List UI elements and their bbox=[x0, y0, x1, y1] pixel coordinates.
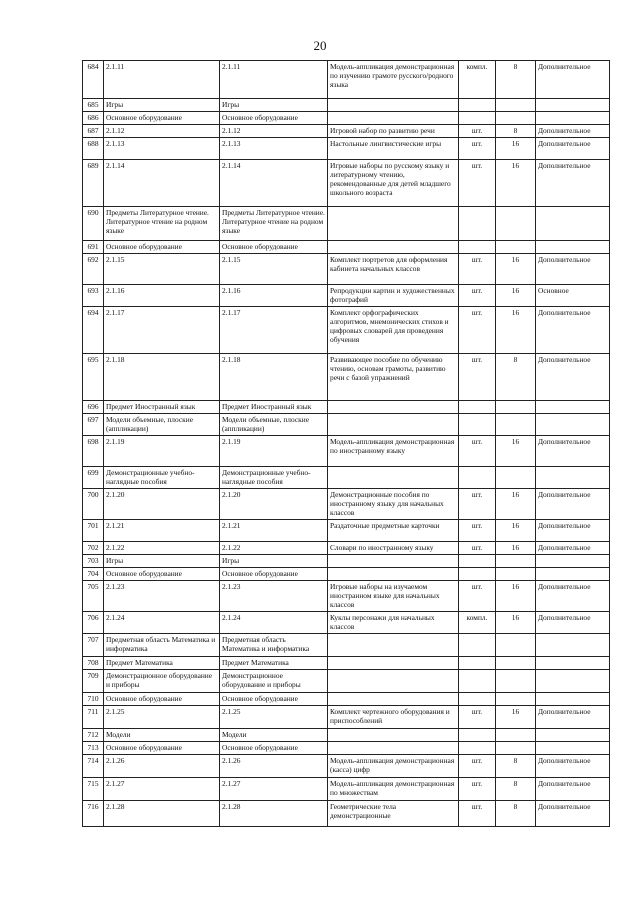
item-name: 2.1.15 bbox=[220, 254, 328, 285]
table-row bbox=[83, 778, 610, 801]
table-row bbox=[83, 414, 610, 436]
row-number: 684 bbox=[83, 61, 104, 99]
item-description: Игровой набор по развитию речи bbox=[328, 125, 459, 138]
table-row bbox=[83, 354, 610, 401]
item-quantity bbox=[496, 742, 536, 755]
item-code: 2.1.25 bbox=[104, 706, 220, 729]
row-number: 707 bbox=[83, 634, 104, 657]
item-unit: компл. bbox=[459, 612, 496, 634]
item-description bbox=[328, 742, 459, 755]
item-name: Основное оборудование bbox=[220, 693, 328, 706]
item-type: Дополнительное bbox=[536, 254, 610, 285]
item-code: Основное оборудование bbox=[104, 568, 220, 581]
item-unit bbox=[459, 112, 496, 125]
item-unit bbox=[459, 729, 496, 742]
item-description bbox=[328, 634, 459, 657]
item-description: Модель-аппликация демонстрационная (касса) цифр bbox=[328, 755, 459, 778]
table-row bbox=[83, 729, 610, 742]
item-quantity: 16 bbox=[496, 285, 536, 307]
item-type: Дополнительное bbox=[536, 436, 610, 467]
row-number: 701 bbox=[83, 520, 104, 542]
item-name: 2.1.12 bbox=[220, 125, 328, 138]
item-description bbox=[328, 99, 459, 112]
item-description bbox=[328, 467, 459, 489]
item-quantity: 8 bbox=[496, 778, 536, 801]
item-unit bbox=[459, 670, 496, 693]
item-description bbox=[328, 657, 459, 670]
item-unit: шт. bbox=[459, 138, 496, 160]
item-name: Предмет Иностранный язык bbox=[220, 401, 328, 414]
table-row bbox=[83, 670, 610, 693]
item-code: 2.1.24 bbox=[104, 612, 220, 634]
table-row bbox=[83, 241, 610, 254]
item-type bbox=[536, 693, 610, 706]
item-code: 2.1.21 bbox=[104, 520, 220, 542]
item-type: Основное bbox=[536, 285, 610, 307]
item-name: 2.1.19 bbox=[220, 436, 328, 467]
row-number: 703 bbox=[83, 555, 104, 568]
page-number: 20 bbox=[313, 38, 327, 53]
item-code: 2.1.18 bbox=[104, 354, 220, 401]
item-description bbox=[328, 568, 459, 581]
item-description: Куклы персонажи для начальных классов bbox=[328, 612, 459, 634]
item-description bbox=[328, 112, 459, 125]
item-type: Дополнительное bbox=[536, 307, 610, 354]
table-row bbox=[83, 634, 610, 657]
item-code: 2.1.22 bbox=[104, 542, 220, 555]
item-type bbox=[536, 634, 610, 657]
item-name: 2.1.11 bbox=[220, 61, 328, 99]
item-unit: шт. bbox=[459, 778, 496, 801]
row-number: 689 bbox=[83, 160, 104, 207]
item-name: Основное оборудование bbox=[220, 568, 328, 581]
item-name: Демонстрационное оборудование и приборы bbox=[220, 670, 328, 693]
item-code: Предметная область Математика и информатика bbox=[104, 634, 220, 657]
row-number: 706 bbox=[83, 612, 104, 634]
row-number: 697 bbox=[83, 414, 104, 436]
item-quantity bbox=[496, 634, 536, 657]
item-description bbox=[328, 555, 459, 568]
item-description: Модель-аппликация демонстрационная по иностранному языку bbox=[328, 436, 459, 467]
row-number: 711 bbox=[83, 706, 104, 729]
item-unit bbox=[459, 657, 496, 670]
row-number: 699 bbox=[83, 467, 104, 489]
table-row bbox=[83, 581, 610, 612]
item-quantity bbox=[496, 207, 536, 241]
table-row bbox=[83, 207, 610, 241]
item-type: Дополнительное bbox=[536, 801, 610, 827]
item-type bbox=[536, 467, 610, 489]
item-type: Дополнительное bbox=[536, 706, 610, 729]
item-code: 2.1.13 bbox=[104, 138, 220, 160]
item-name: Предметная область Математика и информатика bbox=[220, 634, 328, 657]
table-row bbox=[83, 160, 610, 207]
item-description: Модель-аппликация демонстрационная по множествам bbox=[328, 778, 459, 801]
item-code: Демонстрационное оборудование и приборы bbox=[104, 670, 220, 693]
item-unit: шт. bbox=[459, 254, 496, 285]
item-type bbox=[536, 241, 610, 254]
row-number: 708 bbox=[83, 657, 104, 670]
item-description: Комплект портретов для оформления кабинета начальных классов bbox=[328, 254, 459, 285]
item-code: Основное оборудование bbox=[104, 742, 220, 755]
item-quantity: 16 bbox=[496, 307, 536, 354]
item-code: 2.1.26 bbox=[104, 755, 220, 778]
row-number: 687 bbox=[83, 125, 104, 138]
item-quantity: 16 bbox=[496, 489, 536, 520]
item-name: 2.1.18 bbox=[220, 354, 328, 401]
row-number: 716 bbox=[83, 801, 104, 827]
item-name: Основное оборудование bbox=[220, 112, 328, 125]
item-type: Дополнительное bbox=[536, 61, 610, 99]
item-quantity bbox=[496, 401, 536, 414]
item-description: Комплект чертежного оборудования и приспособлений bbox=[328, 706, 459, 729]
item-name: 2.1.22 bbox=[220, 542, 328, 555]
item-quantity: 8 bbox=[496, 125, 536, 138]
item-unit: шт. bbox=[459, 542, 496, 555]
table-row bbox=[83, 61, 610, 99]
item-description bbox=[328, 207, 459, 241]
item-code: 2.1.28 bbox=[104, 801, 220, 827]
item-code: Предмет Иностранный язык bbox=[104, 401, 220, 414]
table-row bbox=[83, 112, 610, 125]
table-row bbox=[83, 568, 610, 581]
item-unit: шт. bbox=[459, 436, 496, 467]
item-quantity bbox=[496, 414, 536, 436]
table-row bbox=[83, 401, 610, 414]
row-number: 702 bbox=[83, 542, 104, 555]
item-code: 2.1.12 bbox=[104, 125, 220, 138]
row-number: 700 bbox=[83, 489, 104, 520]
item-unit: шт. bbox=[459, 706, 496, 729]
row-number: 686 bbox=[83, 112, 104, 125]
item-type: Дополнительное bbox=[536, 138, 610, 160]
item-name: 2.1.24 bbox=[220, 612, 328, 634]
item-quantity: 8 bbox=[496, 354, 536, 401]
item-code: 2.1.11 bbox=[104, 61, 220, 99]
item-type bbox=[536, 657, 610, 670]
item-description: Комплект орфографических алгоритмов, мнемонических стихов и цифровых словарей для проведения обучения bbox=[328, 307, 459, 354]
item-name: 2.1.14 bbox=[220, 160, 328, 207]
item-code: Предметы Литературное чтение. Литературное чтение на родном языке bbox=[104, 207, 220, 241]
table-row bbox=[83, 657, 610, 670]
table-row bbox=[83, 706, 610, 729]
item-unit bbox=[459, 467, 496, 489]
item-type: Дополнительное bbox=[536, 520, 610, 542]
row-number: 714 bbox=[83, 755, 104, 778]
item-unit: шт. bbox=[459, 125, 496, 138]
item-unit: шт. bbox=[459, 307, 496, 354]
item-unit: шт. bbox=[459, 489, 496, 520]
item-description: Настольные лингвистические игры bbox=[328, 138, 459, 160]
item-name: 2.1.26 bbox=[220, 755, 328, 778]
item-quantity bbox=[496, 467, 536, 489]
item-description bbox=[328, 241, 459, 254]
item-code: Модели bbox=[104, 729, 220, 742]
row-number: 698 bbox=[83, 436, 104, 467]
item-quantity bbox=[496, 99, 536, 112]
item-quantity bbox=[496, 241, 536, 254]
item-description bbox=[328, 670, 459, 693]
item-unit bbox=[459, 568, 496, 581]
item-code: Основное оборудование bbox=[104, 693, 220, 706]
item-name: 2.1.28 bbox=[220, 801, 328, 827]
item-quantity bbox=[496, 657, 536, 670]
item-type: Дополнительное bbox=[536, 581, 610, 612]
item-code: 2.1.14 bbox=[104, 160, 220, 207]
item-code: 2.1.17 bbox=[104, 307, 220, 354]
item-name: 2.1.17 bbox=[220, 307, 328, 354]
row-number: 685 bbox=[83, 99, 104, 112]
item-code: Игры bbox=[104, 555, 220, 568]
item-description: Игровые наборы на изучаемом иностранном языке для начальных классов bbox=[328, 581, 459, 612]
item-name: Демонстрационные учебно-наглядные пособия bbox=[220, 467, 328, 489]
item-code: 2.1.15 bbox=[104, 254, 220, 285]
item-type bbox=[536, 555, 610, 568]
item-type: Дополнительное bbox=[536, 778, 610, 801]
item-unit bbox=[459, 555, 496, 568]
table-row bbox=[83, 254, 610, 285]
item-type bbox=[536, 414, 610, 436]
item-type: Дополнительное bbox=[536, 160, 610, 207]
equipment-table bbox=[82, 60, 610, 827]
item-description bbox=[328, 693, 459, 706]
row-number: 692 bbox=[83, 254, 104, 285]
row-number: 710 bbox=[83, 693, 104, 706]
table-row bbox=[83, 555, 610, 568]
item-unit bbox=[459, 241, 496, 254]
item-quantity: 16 bbox=[496, 254, 536, 285]
item-description: Геометрические тела демонстрационные bbox=[328, 801, 459, 827]
item-unit bbox=[459, 401, 496, 414]
item-quantity: 16 bbox=[496, 160, 536, 207]
item-type: Дополнительное bbox=[536, 354, 610, 401]
item-name: 2.1.13 bbox=[220, 138, 328, 160]
item-quantity: 16 bbox=[496, 706, 536, 729]
item-unit bbox=[459, 693, 496, 706]
item-type: Дополнительное bbox=[536, 612, 610, 634]
item-name: Модели объемные, плоские (аппликации) bbox=[220, 414, 328, 436]
item-unit: шт. bbox=[459, 160, 496, 207]
item-description: Развивающее пособие по обучению чтению, основам грамоты, развитию речи с базой упражнений bbox=[328, 354, 459, 401]
item-description bbox=[328, 729, 459, 742]
row-number: 696 bbox=[83, 401, 104, 414]
item-type bbox=[536, 670, 610, 693]
item-unit bbox=[459, 207, 496, 241]
item-code: Игры bbox=[104, 99, 220, 112]
item-type bbox=[536, 99, 610, 112]
item-quantity: 8 bbox=[496, 755, 536, 778]
item-quantity bbox=[496, 555, 536, 568]
item-type: Дополнительное bbox=[536, 125, 610, 138]
item-quantity: 16 bbox=[496, 612, 536, 634]
item-quantity: 16 bbox=[496, 436, 536, 467]
item-description: Игровые наборы по русскому языку и литературному чтению, рекомендованные для детей младшего школьного возраста bbox=[328, 160, 459, 207]
item-type bbox=[536, 401, 610, 414]
item-code: 2.1.27 bbox=[104, 778, 220, 801]
item-quantity: 16 bbox=[496, 138, 536, 160]
item-quantity bbox=[496, 670, 536, 693]
item-name: 2.1.27 bbox=[220, 778, 328, 801]
item-name: Предметы Литературное чтение. Литературное чтение на родном языке bbox=[220, 207, 328, 241]
item-quantity: 16 bbox=[496, 520, 536, 542]
row-number: 704 bbox=[83, 568, 104, 581]
item-code: Модели объемные, плоские (аппликации) bbox=[104, 414, 220, 436]
item-quantity bbox=[496, 112, 536, 125]
item-unit: шт. bbox=[459, 581, 496, 612]
table-row bbox=[83, 755, 610, 778]
item-type bbox=[536, 207, 610, 241]
row-number: 690 bbox=[83, 207, 104, 241]
item-quantity bbox=[496, 568, 536, 581]
item-unit: шт. bbox=[459, 520, 496, 542]
item-unit: шт. bbox=[459, 354, 496, 401]
item-unit: компл. bbox=[459, 61, 496, 99]
item-description: Репродукции картин и художественных фотографий bbox=[328, 285, 459, 307]
row-number: 693 bbox=[83, 285, 104, 307]
item-unit: шт. bbox=[459, 755, 496, 778]
item-code: Основное оборудование bbox=[104, 112, 220, 125]
item-type bbox=[536, 742, 610, 755]
table-row bbox=[83, 307, 610, 354]
item-code: 2.1.23 bbox=[104, 581, 220, 612]
row-number: 705 bbox=[83, 581, 104, 612]
item-name: Основное оборудование bbox=[220, 241, 328, 254]
item-code: Основное оборудование bbox=[104, 241, 220, 254]
row-number: 712 bbox=[83, 729, 104, 742]
item-unit: шт. bbox=[459, 285, 496, 307]
row-number: 694 bbox=[83, 307, 104, 354]
item-description: Словари по иностранному языку bbox=[328, 542, 459, 555]
item-unit bbox=[459, 99, 496, 112]
row-number: 715 bbox=[83, 778, 104, 801]
table-row bbox=[83, 467, 610, 489]
table-row bbox=[83, 801, 610, 827]
item-code: 2.1.16 bbox=[104, 285, 220, 307]
row-number: 691 bbox=[83, 241, 104, 254]
item-code: Демонстрационные учебно-наглядные пособия bbox=[104, 467, 220, 489]
row-number: 688 bbox=[83, 138, 104, 160]
item-type: Дополнительное bbox=[536, 542, 610, 555]
item-name: Модели bbox=[220, 729, 328, 742]
item-description: Раздаточные предметные карточки bbox=[328, 520, 459, 542]
item-name: 2.1.21 bbox=[220, 520, 328, 542]
item-description: Модель-аппликация демонстрационная по изучению грамоте русского/родного языка bbox=[328, 61, 459, 99]
item-name: Игры bbox=[220, 555, 328, 568]
item-description bbox=[328, 401, 459, 414]
item-unit bbox=[459, 634, 496, 657]
item-quantity bbox=[496, 729, 536, 742]
item-quantity: 8 bbox=[496, 61, 536, 99]
item-code: Предмет Математика bbox=[104, 657, 220, 670]
table-row bbox=[83, 742, 610, 755]
table-row bbox=[83, 436, 610, 467]
item-description: Демонстрационные пособия по иностранному языку для начальных классов bbox=[328, 489, 459, 520]
table-row bbox=[83, 489, 610, 520]
item-name: Основное оборудование bbox=[220, 742, 328, 755]
item-type bbox=[536, 568, 610, 581]
table-row bbox=[83, 542, 610, 555]
item-unit bbox=[459, 414, 496, 436]
item-name: 2.1.16 bbox=[220, 285, 328, 307]
table-row bbox=[83, 138, 610, 160]
item-type: Дополнительное bbox=[536, 755, 610, 778]
row-number: 713 bbox=[83, 742, 104, 755]
item-name: 2.1.23 bbox=[220, 581, 328, 612]
item-quantity: 16 bbox=[496, 581, 536, 612]
item-code: 2.1.20 bbox=[104, 489, 220, 520]
row-number: 695 bbox=[83, 354, 104, 401]
item-type bbox=[536, 112, 610, 125]
item-name: Предмет Математика bbox=[220, 657, 328, 670]
item-code: 2.1.19 bbox=[104, 436, 220, 467]
table-row bbox=[83, 99, 610, 112]
row-number: 709 bbox=[83, 670, 104, 693]
table-row bbox=[83, 693, 610, 706]
table-row bbox=[83, 285, 610, 307]
table-row bbox=[83, 520, 610, 542]
item-name: Игры bbox=[220, 99, 328, 112]
item-unit bbox=[459, 742, 496, 755]
item-quantity bbox=[496, 693, 536, 706]
table-row bbox=[83, 125, 610, 138]
item-name: 2.1.25 bbox=[220, 706, 328, 729]
item-name: 2.1.20 bbox=[220, 489, 328, 520]
item-quantity: 8 bbox=[496, 801, 536, 827]
item-quantity: 16 bbox=[496, 542, 536, 555]
table-row bbox=[83, 612, 610, 634]
item-description bbox=[328, 414, 459, 436]
item-type: Дополнительное bbox=[536, 489, 610, 520]
item-type bbox=[536, 729, 610, 742]
item-unit: шт. bbox=[459, 801, 496, 827]
